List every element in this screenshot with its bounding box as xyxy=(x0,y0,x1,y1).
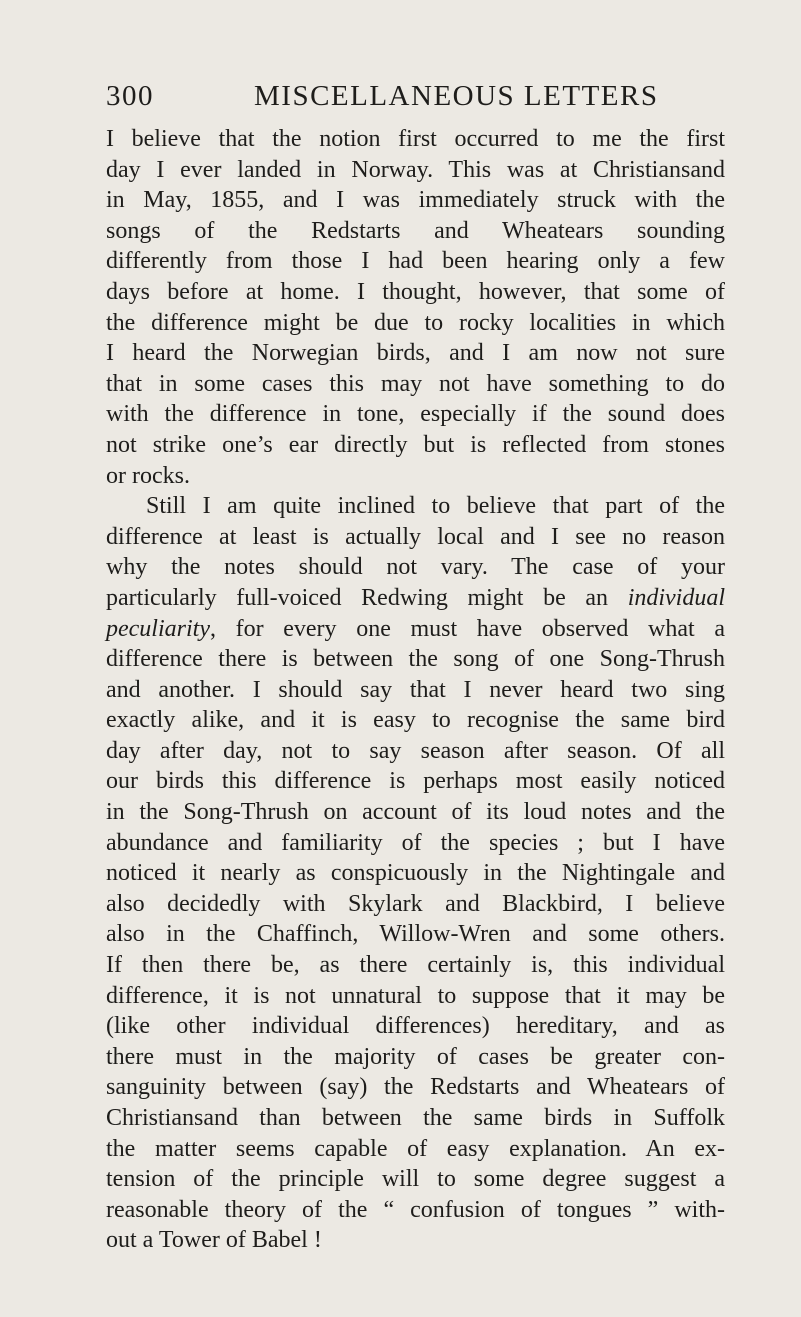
text-line: in the Song-Thrush on account of its loud notes and the xyxy=(106,799,725,826)
text-line: also decidedly with Skylark and Blackbird, I believe xyxy=(106,890,725,917)
text-line xyxy=(106,583,725,614)
text-line: also in the Chaffinch, Willow-Wren and some others. xyxy=(106,921,725,948)
line-text: particularly full-voiced Redwing might be an xyxy=(106,584,609,611)
page-header xyxy=(106,80,716,116)
text-line: day after day, not to say season after season. Of all xyxy=(106,737,725,764)
text-line: and another. I should say that I never heard two sing xyxy=(106,676,725,703)
text-line: there must in the majority of cases be greater con- xyxy=(106,1043,725,1070)
text-line: difference at least is actually local and I see no reason xyxy=(106,523,725,550)
text-line: day I ever landed in Norway. This was at Christiansand xyxy=(106,156,725,183)
text-line: that in some cases this may not have something to do xyxy=(106,370,725,397)
text-line: out a Tower of Babel ! xyxy=(106,1227,322,1254)
text-line: Still I am quite inclined to believe that part of the xyxy=(146,493,725,520)
running-head: MISCELLANEOUS LETTERS xyxy=(254,80,659,112)
text-line: tension of the principle will to some degree suggest a xyxy=(106,1166,725,1193)
text-line xyxy=(106,614,725,645)
text-line: the difference might be due to rocky localities in which xyxy=(106,309,725,336)
text-line: difference there is between the song of one Song-Thrush xyxy=(106,646,725,673)
text-line: or rocks. xyxy=(106,462,190,489)
paragraph-2 xyxy=(106,491,725,1256)
text-line: I heard the Norwegian birds, and I am now not sure xyxy=(106,340,725,367)
page-number: 300 xyxy=(106,80,154,112)
text-line: with the difference in tone, especially if the sound does xyxy=(106,401,725,428)
text-line: If then there be, as there certainly is, this individual xyxy=(106,952,725,979)
text-line: not strike one’s ear directly but is reflected from stones xyxy=(106,431,725,458)
text-line: songs of the Redstarts and Wheatears sounding xyxy=(106,217,725,244)
text-line: difference, it is not unnatural to suppose that it may be xyxy=(106,982,725,1009)
italic-word: peculiarity xyxy=(106,615,210,642)
text-line: (like other individual differences) hereditary, and as xyxy=(106,1013,725,1040)
text-line: sanguinity between (say) the Redstarts and Wheatears of xyxy=(106,1074,725,1101)
paragraph-1 xyxy=(106,124,725,491)
text-line: our birds this difference is perhaps most easily noticed xyxy=(106,768,725,795)
text-line: exactly alike, and it is easy to recognise the same bird xyxy=(106,707,725,734)
text-line: abundance and familiarity of the species ; but I have xyxy=(106,829,725,856)
text-line: Christiansand than between the same birds in Suffolk xyxy=(106,1105,725,1131)
text-line: days before at home. I thought, however, that some of xyxy=(106,278,725,305)
text-line: noticed it nearly as conspicuously in the Nightingale and xyxy=(106,860,725,887)
text-line: I believe that the notion first occurred to me the first xyxy=(106,126,725,152)
text-line: in May, 1855, and I was immediately struck with the xyxy=(106,187,725,214)
body-text xyxy=(106,124,725,1256)
line-text: , for every one must have observed what a xyxy=(209,615,725,642)
text-line: differently from those I had been hearing only a few xyxy=(106,248,725,275)
italic-word: individual xyxy=(627,584,726,611)
text-line: the matter seems capable of easy explanation. An ex- xyxy=(106,1135,725,1162)
text-line: why the notes should not vary. The case of your xyxy=(106,554,725,581)
text-line: reasonable theory of the “ confusion of tongues ” with- xyxy=(106,1196,725,1223)
